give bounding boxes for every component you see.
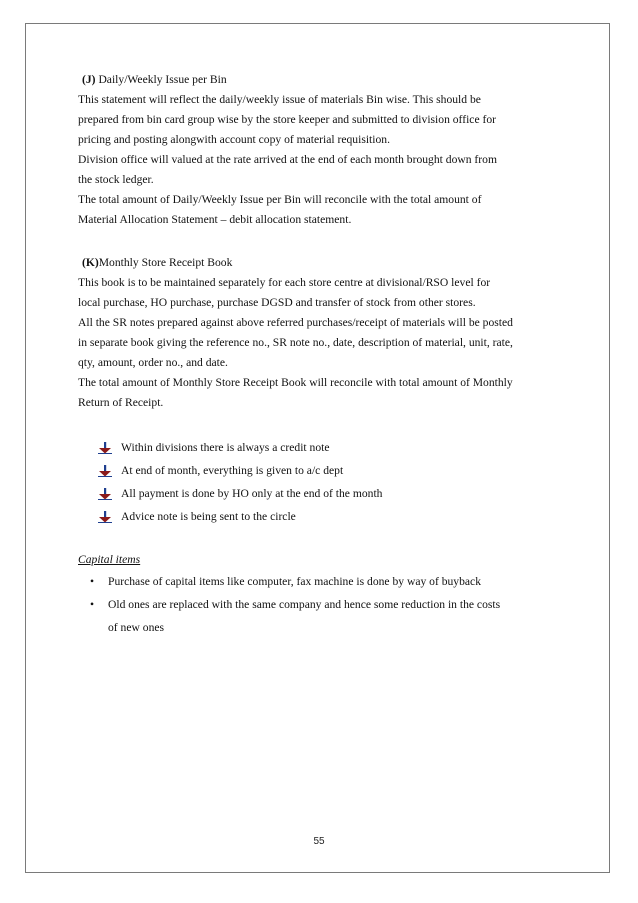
section-j-line: Material Allocation Statement – debit allocation statement.: [78, 213, 352, 226]
list-item: [98, 459, 550, 482]
arrow-item-text: Advice note is being sent to the circle: [121, 509, 296, 523]
arrow-down-icon: [98, 511, 112, 523]
list-item: [98, 436, 550, 459]
section-j-line: This statement will reflect the daily/weekly issue of materials Bin wise. This should be: [78, 93, 481, 106]
section-j-heading: [82, 70, 550, 90]
section-j-label: (J): [82, 73, 96, 86]
section-k-title: Monthly Store Receipt Book: [98, 256, 233, 269]
section-j-line: The total amount of Daily/Weekly Issue per Bin will reconcile with the total amount of: [78, 193, 482, 206]
arrow-item-text: Within divisions there is always a credit note: [121, 440, 330, 454]
section-j-title: Daily/Weekly Issue per Bin: [98, 73, 227, 86]
capital-item-text: Old ones are replaced with the same company and hence some reduction in the costs: [108, 598, 501, 611]
arrow-down-icon: [98, 465, 112, 477]
capital-item-text: of new ones: [108, 621, 165, 634]
list-item-continuation: [90, 616, 550, 639]
list-item: [90, 570, 550, 593]
section-k-line: qty, amount, order no., and date.: [78, 356, 228, 369]
capital-items-list: [78, 570, 550, 639]
section-k-label: (K): [82, 256, 99, 269]
list-item: [98, 482, 550, 505]
section-k-line: Return of Receipt.: [78, 396, 164, 409]
list-item: [90, 593, 550, 616]
section-k-line: This book is to be maintained separately for each store centre at divisional/RSO level for: [78, 276, 491, 289]
arrow-item-text: At end of month, everything is given to a/c dept: [121, 463, 344, 477]
section-k-line: The total amount of Monthly Store Receipt Book will reconcile with total amount of Monthly: [78, 376, 513, 389]
arrow-down-icon: [98, 488, 112, 500]
list-item: [98, 505, 550, 528]
section-j-line: Division office will valued at the rate arrived at the end of each month brought down from: [78, 153, 497, 166]
arrow-down-icon: [98, 442, 112, 454]
section-j-line: pricing and posting alongwith account copy of material requisition.: [78, 133, 390, 146]
section-j-line: prepared from bin card group wise by the store keeper and submitted to division office for: [78, 113, 497, 126]
bullet-dot-icon: •: [90, 575, 95, 588]
section-k-line: All the SR notes prepared against above referred purchases/receipt of materials will be posted: [78, 316, 513, 329]
capital-items-heading: Capital items: [78, 553, 141, 566]
bullet-dot-icon: •: [90, 598, 95, 611]
page-number: 55: [313, 836, 325, 847]
capital-item-text: Purchase of capital items like computer, fax machine is done by way of buyback: [108, 575, 481, 588]
document-body: [78, 70, 550, 639]
section-k-line: local purchase, HO purchase, purchase DGSD and transfer of stock from other stores.: [78, 296, 476, 309]
section-k-heading: [82, 253, 550, 273]
arrow-bullet-list: [78, 436, 550, 528]
arrow-item-text: All payment is done by HO only at the end of the month: [121, 486, 383, 500]
section-j-line: the stock ledger.: [78, 173, 154, 186]
section-k-line: in separate book giving the reference no., SR note no., date, description of material, unit, rate,: [78, 336, 513, 349]
